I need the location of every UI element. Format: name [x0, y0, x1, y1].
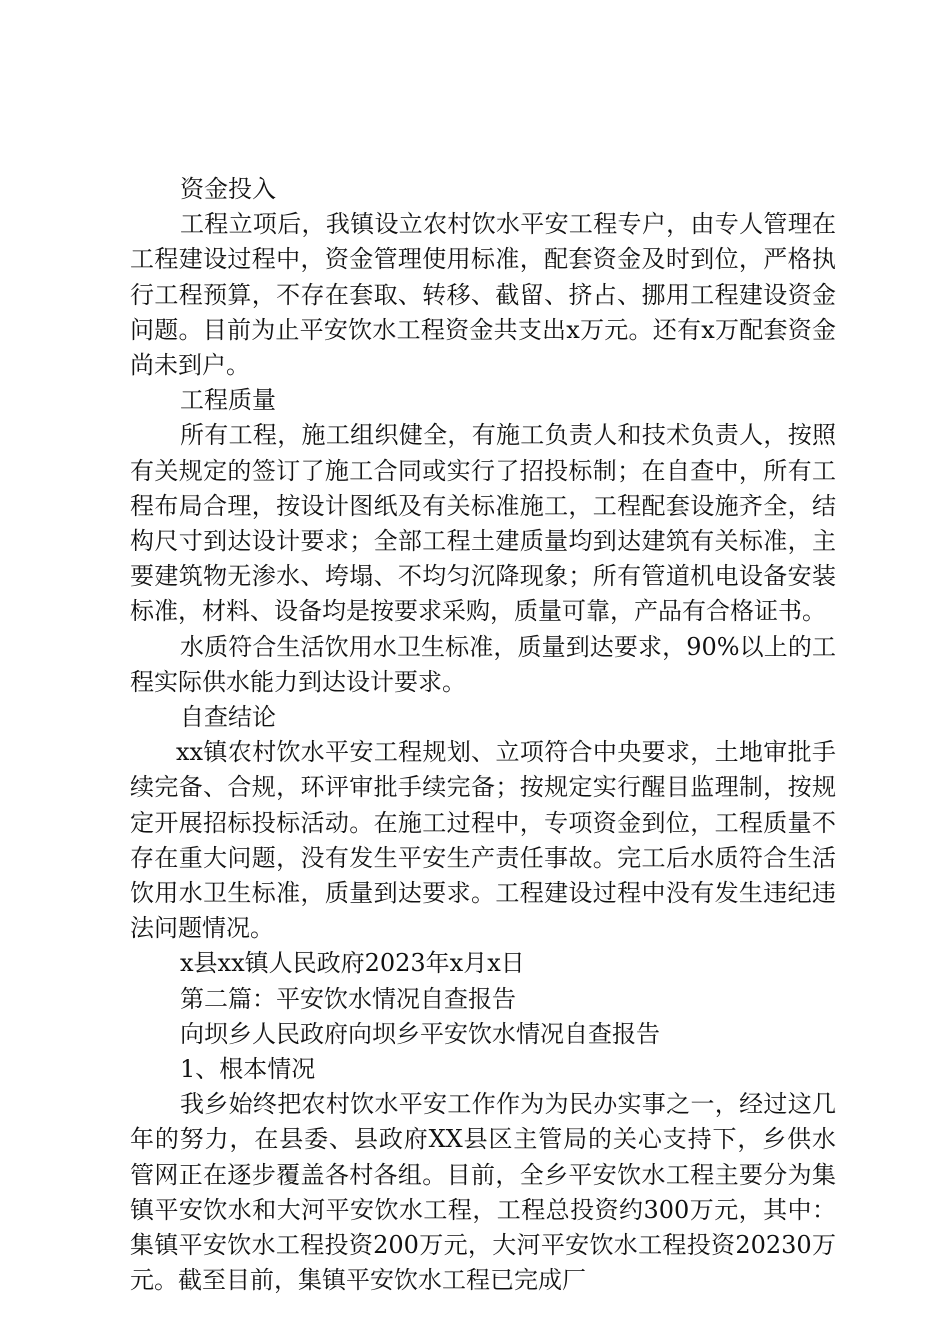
- section-heading-conclusion: 自查结论: [180, 703, 276, 732]
- paragraph-funding: 工程立项后，我镇设立农村饮水平安工程专户，由专人管理在工程建设过程中，资金管理使用标准，配套资金及时到位，严格执行工程预算，不存在套取、转移、截留、挤占、挪用工程建设资金问题。目前为止平安饮水工程资金共支出x万元。还有x万配套资金尚未到户。: [130, 210, 836, 380]
- document-body: [130, 172, 836, 1299]
- signature-line: x县xx镇人民政府2023年x月x日: [180, 949, 525, 978]
- paragraph-conclusion: xx镇农村饮水平安工程规划、立项符合中央要求，土地审批手续完备、合规，环评审批手续完备；按规定实行醒目监理制，按规定开展招标投标活动。在施工过程中，专项资金到位，工程质量不存在重大问题，没有发生平安生产责任事故。完工后水质符合生活饮用水卫生标准，质量到达要求。工程建设过程中没有发生违纪违法问题情况。: [130, 738, 836, 943]
- paragraph-basic-info: 我乡始终把农村饮水平安工作作为为民办实事之一，经过这几年的努力，在县委、县政府XX县区主管局的关心支持下，乡供水管网正在逐步覆盖各村各组。目前，全乡平安饮水工程主要分为集镇平安饮水和大河平安饮水工程，工程总投资约300万元，其中：集镇平安饮水工程投资200万元，大河平安饮水工程投资20230万元。截至目前，集镇平安饮水工程已完成厂: [130, 1090, 836, 1295]
- report-title: 向坝乡人民政府向坝乡平安饮水情况自查报告: [180, 1019, 660, 1048]
- section-heading-basic-info: 1、根本情况: [180, 1055, 316, 1084]
- chapter-title: 第二篇：平安饮水情况自查报告: [180, 984, 516, 1013]
- paragraph-quality: 所有工程，施工组织健全，有施工负责人和技术负责人，按照有关规定的签订了施工合同或实行了招投标制；在自查中，所有工程布局合理，按设计图纸及有关标准施工，工程配套设施齐全，结构尺寸到达设计要求；全部工程土建质量均到达建筑有关标准，主要建筑物无渗水、垮塌、不均匀沉降现象；所有管道机电设备安装标准，材料、设备均是按要求采购，质量可靠，产品有合格证书。: [130, 421, 836, 626]
- paragraph-water-quality: 水质符合生活饮用水卫生标准，质量到达要求，90%以上的工程实际供水能力到达设计要求。: [130, 632, 836, 696]
- section-heading-funding: 资金投入: [180, 175, 276, 203]
- section-heading-quality: 工程质量: [180, 386, 276, 415]
